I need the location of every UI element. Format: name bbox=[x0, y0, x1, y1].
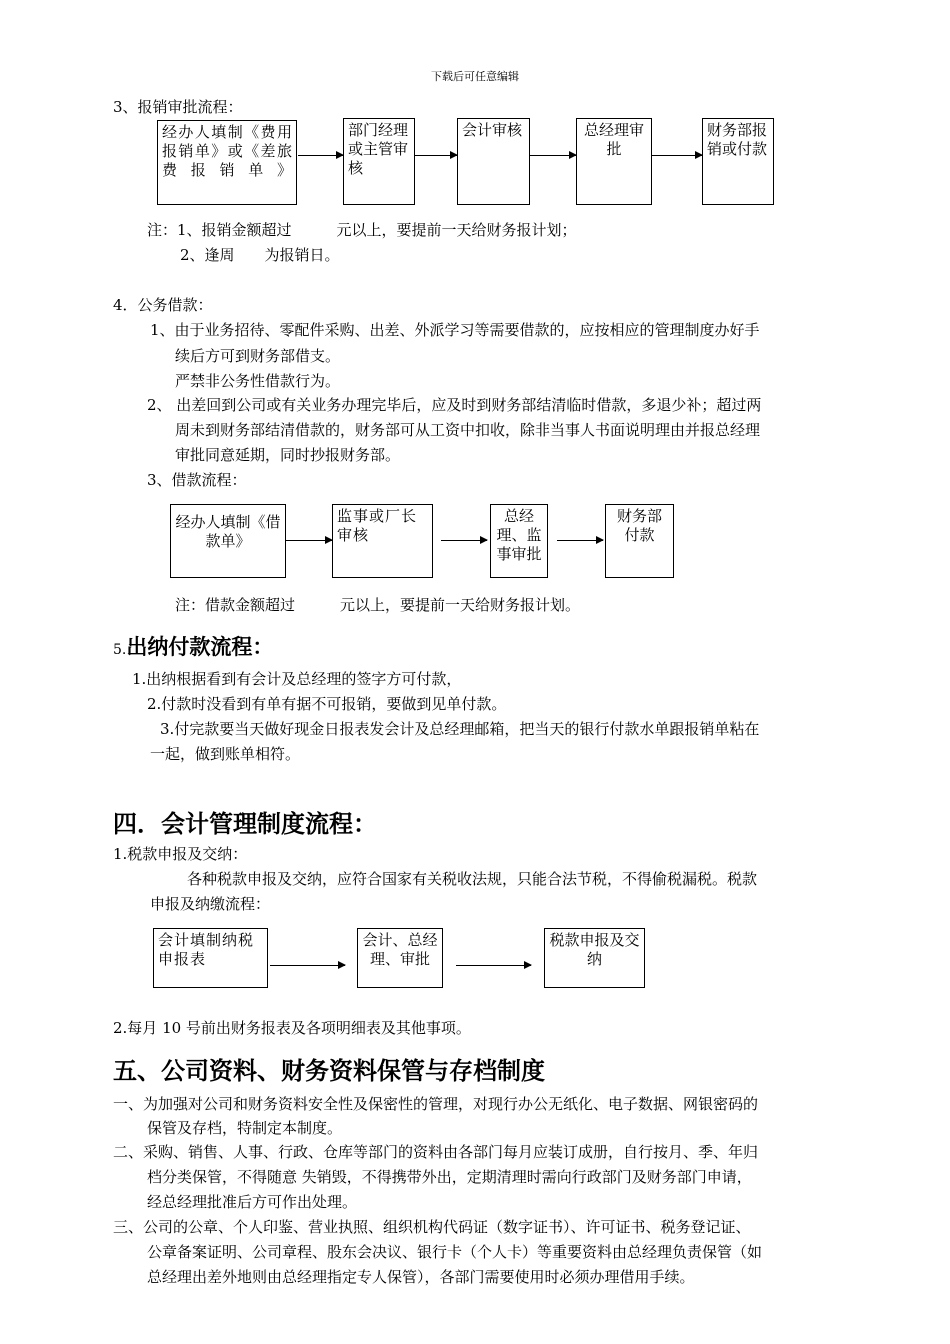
cashier-para-3: 3.付完款要当天做好现金日报表发会计及总经理邮箱，把当天的银行付款水单跟报销单粘在 bbox=[160, 720, 760, 738]
archive-item-3: 三、公司的公章、个人印鉴、营业执照、组织机构代码证（数字证书）、许可证书、税务登记证、 bbox=[113, 1218, 751, 1236]
loan-arrow-3 bbox=[557, 540, 603, 541]
loan-step-1: 经办人填制《借款单》 bbox=[170, 504, 286, 578]
loan-para-1: 1、由于业务招待、零配件采购、出差、外派学习等需要借款的，应按相应的管理制度办好手 bbox=[150, 321, 760, 339]
tax-arrow-1 bbox=[270, 965, 345, 966]
archive-item-3c: 总经理出差外地则由总经理指定专人保管），各部门需要使用时必须办理借用手续。 bbox=[147, 1268, 695, 1286]
tax-step-2: 会计、总经理、审批 bbox=[357, 928, 443, 988]
cashier-para-2: 2.付款时没看到有单有据不可报销，要做到见单付款。 bbox=[147, 695, 507, 713]
loan-para-1b: 续后方可到财务部借支。 bbox=[175, 347, 341, 365]
reimb-step-1: 经办人填制《费用报销单》或《差旅费报销单》 bbox=[157, 120, 297, 205]
tax-step-1: 会计填制纳税申报表 bbox=[153, 928, 268, 988]
reimb-note-2: 2、逢周 为报销日。 bbox=[180, 246, 340, 264]
tax-para-a: 各种税款申报及交纳，应符合国家有关税收法规，只能合法节税，不得偷税漏税。税款 bbox=[187, 870, 758, 888]
reimb-step-3: 会计审核 bbox=[457, 118, 530, 205]
archive-item-2c: 经总经理批准后方可作出处理。 bbox=[147, 1193, 358, 1211]
archive-item-1b: 保管及存档，特制定本制度。 bbox=[147, 1119, 343, 1137]
loan-step-3: 总经理、监事审批 bbox=[490, 504, 548, 578]
reimb-arrow-4 bbox=[652, 155, 702, 156]
page-header: 下载后可任意编辑 bbox=[431, 70, 519, 83]
archive-item-2: 二、采购、销售、人事、行政、仓库等部门的资料由各部门每月应装订成册，自行按月、季、年归 bbox=[113, 1143, 759, 1161]
archive-item-1: 一、为加强对公司和财务资料安全性及保密性的管理，对现行办公无纸化、电子数据、网银密码的 bbox=[113, 1095, 759, 1113]
loan-step-4: 财务部付款 bbox=[605, 504, 674, 578]
reimb-title: 3、报销审批流程： bbox=[113, 98, 243, 116]
cashier-para-1: 1.出纳根据看到有会计及总经理的签字方可付款， bbox=[132, 670, 462, 688]
reimb-arrow-2 bbox=[415, 155, 457, 156]
loan-note: 注：借款金额超过 元以上，要提前一天给财务报计划。 bbox=[175, 596, 581, 614]
reimb-step-4: 总经理审批 bbox=[576, 118, 652, 205]
tax-arrow-2 bbox=[456, 965, 531, 966]
loan-para-1c: 严禁非公务性借款行为。 bbox=[175, 372, 341, 390]
cashier-heading-number: 5. bbox=[113, 642, 127, 658]
cashier-heading-text: 出纳付款流程： bbox=[126, 634, 274, 659]
loan-step-2: 监事或厂长审核 bbox=[332, 504, 433, 578]
loan-para-2c: 审批同意延期，同时抄报财务部。 bbox=[175, 446, 401, 464]
accounting-heading: 四．会计管理制度流程： bbox=[113, 809, 377, 838]
cashier-para-3b: 一起，做到账单相符。 bbox=[150, 745, 301, 763]
reimb-arrow-1 bbox=[298, 155, 343, 156]
archive-item-2b: 档分类保管，不得随意 失销毁，不得携带外出，定期清理时需向行政部门及财务部门申请， bbox=[147, 1168, 752, 1186]
report-line: 2.每月 10 号前出财务报表及各项明细表及其他事项。 bbox=[113, 1019, 471, 1037]
reimb-step-2: 部门经理或主管审核 bbox=[343, 118, 415, 205]
loan-arrow-1 bbox=[286, 540, 332, 541]
loan-flow-title: 3、借款流程： bbox=[147, 471, 247, 489]
archive-item-3b: 公章备案证明、公司章程、股东会决议、银行卡（个人卡）等重要资料由总经理负责保管（如 bbox=[147, 1243, 763, 1261]
reimb-step-5: 财务部报销或付款 bbox=[702, 118, 774, 205]
loan-para-2: 2、 出差回到公司或有关业务办理完毕后，应及时到财务部结清临时借款，多退少补；超过两 bbox=[147, 396, 762, 414]
tax-title: 1.税款申报及交纳： bbox=[113, 845, 248, 863]
reimb-note-1: 注：1、报销金额超过 元以上，要提前一天给财务报计划； bbox=[147, 221, 577, 239]
tax-para-b: 申报及纳缴流程： bbox=[150, 895, 271, 913]
loan-arrow-2 bbox=[441, 540, 487, 541]
reimb-arrow-3 bbox=[530, 155, 576, 156]
cashier-heading bbox=[113, 631, 273, 661]
loan-para-2b: 周未到财务部结清借款的，财务部可从工资中扣收，除非当事人书面说明理由并报总经理 bbox=[175, 421, 761, 439]
tax-step-3: 税款申报及交纳 bbox=[544, 928, 645, 988]
archive-heading: 五、公司资料、财务资料保管与存档制度 bbox=[113, 1056, 545, 1085]
loan-section-title: 4．公务借款： bbox=[113, 296, 213, 314]
